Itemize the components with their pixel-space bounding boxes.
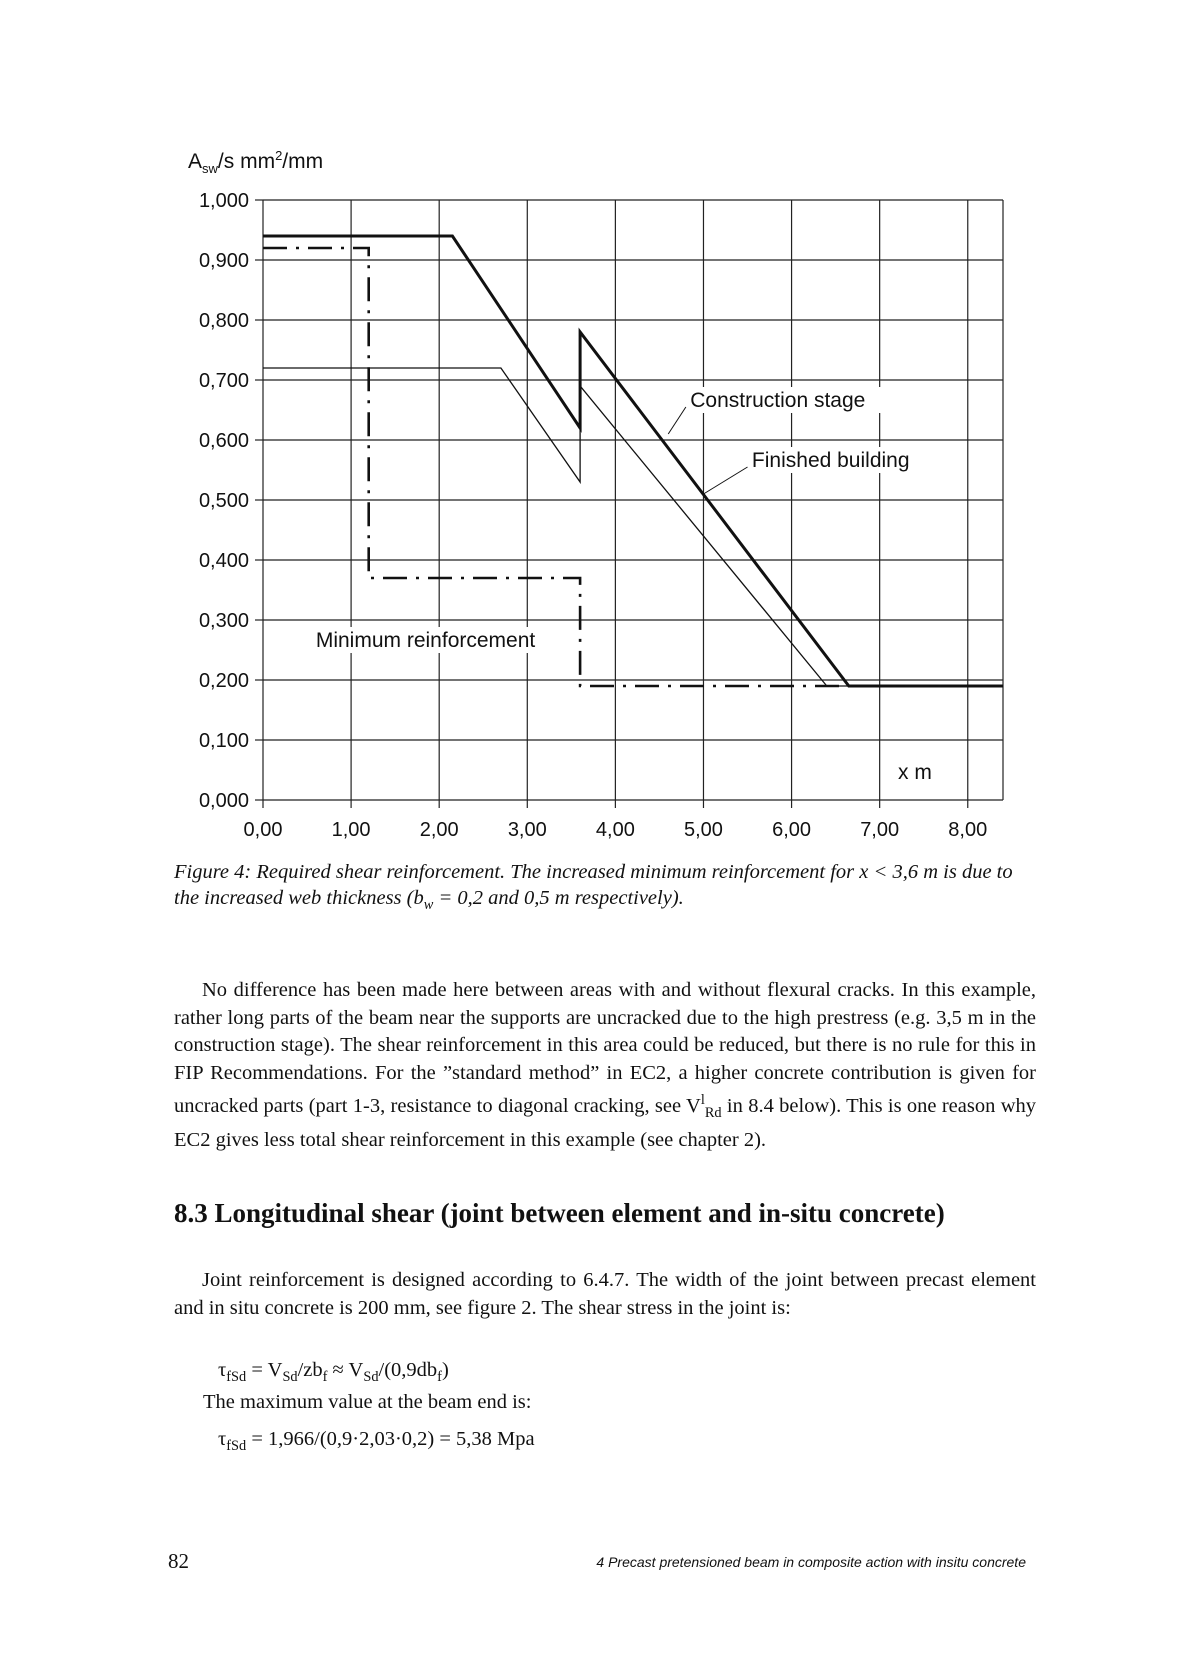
x-tick-label: 4,00	[595, 819, 635, 841]
x-tick-label: 1,00	[331, 819, 371, 841]
page-number: 82	[168, 1549, 189, 1573]
paragraph-flexural-cracks: No difference has been made here between areas with and without flexural cracks. In this example, rather long parts of the beam near the supports are uncracked due to the high prestress (e.g. 3,5 m in the construction stage). The shear reinforcement in this area could be reduced, but there is no rule for this in FIP Recommendations. For the ”standard method” in EC2, a higher concrete contribution is given for uncracked parts (part 1-3, resistance to diagonal cracking, see $V^l_{Rd}$ in 8.4 below). This is one reason why EC2 gives less total shear reinforcement in this example (see chapter 2).	[174, 979, 1036, 1152]
x-tick-label: 8,00	[948, 819, 988, 841]
y-tick-label: 0,100	[198, 730, 249, 752]
chart-y-axis-label: $A_{sw}/s$ $mm^2/mm$	[188, 148, 324, 176]
annotation-label: Construction stage	[690, 389, 866, 412]
y-tick-label: 0,700	[198, 370, 249, 392]
x-tick-label: 7,00	[860, 819, 900, 841]
y-tick-label: 0,200	[198, 670, 249, 692]
annotation-leader	[703, 467, 747, 494]
annotation-label: Finished building	[751, 449, 910, 472]
y-tick-label: 0,800	[198, 310, 249, 332]
y-tick-label: 1,000	[198, 190, 249, 212]
max-value-text: The maximum value at the beam end is:	[203, 1391, 532, 1413]
y-tick-label: 0,900	[198, 250, 249, 272]
y-tick-label: 0,400	[198, 550, 249, 572]
y-tick-label: 0,300	[198, 610, 249, 632]
chart-grid	[263, 200, 1003, 800]
x-tick-label: 3,00	[507, 819, 547, 841]
y-tick-label: 0,000	[198, 790, 249, 812]
x-tick-label: 5,00	[684, 819, 723, 841]
equation-shear-stress: $\tau_{fSd} = V_{Sd}/zb_f \approx V_{Sd}/(0,9db_f)$	[218, 1359, 449, 1386]
y-tick-label: 0,600	[198, 430, 249, 452]
paragraph-joint-reinforcement: Joint reinforcement is designed according to 6.4.7. The width of the joint between precast element and in situ concrete is 200 mm, see figure 2. The shear stress in the joint is:	[174, 1269, 1036, 1319]
section-heading: 8.3 Longitudinal shear (joint between element and in-situ concrete)	[174, 1198, 945, 1228]
x-tick-label: 6,00	[772, 819, 812, 841]
chart-axes	[255, 200, 968, 808]
x-axis-label: x m	[897, 761, 932, 784]
x-tick-label: 2,00	[419, 819, 459, 841]
x-tick-label: 0,00	[243, 819, 283, 841]
annotation-label: Minimum reinforcement	[315, 629, 536, 652]
figure-caption: Figure 4: Required shear reinforcement. The increased minimum reinforcement for x < 3,6 m is due to the increased web thickness ($b_w = 0,2$ and 0,5 m respectively).	[174, 861, 1013, 914]
chart-labels	[199, 190, 987, 841]
y-tick-label: 0,500	[198, 490, 249, 512]
equation-max-value: $\tau_{fSd} = 1,966/(0,9\cdot 2,03\cdot 0,2) = 5,38$ Mpa	[218, 1428, 535, 1455]
running-title: 4 Precast pretensioned beam in composite action with insitu concrete	[596, 1554, 1026, 1570]
annotation-leader	[668, 407, 686, 434]
